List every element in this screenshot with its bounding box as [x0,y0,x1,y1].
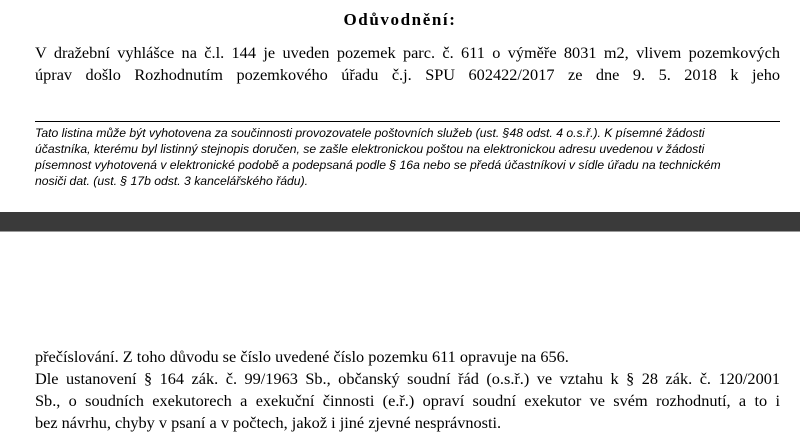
text-line: bez návrhu, chyby v psaní a v počtech, jakož i jiné zjevné nesprávnosti. [35,413,502,432]
reasoning-paragraph-page2 [35,346,780,434]
text-line: úprav došlo Rozhodnutím pozemkového úřadu č.j. SPU 602422/2017 ze dne 9. 5. 2018 k jeho [35,65,780,84]
notice-line: nosiči dat. (ust. § 17b odst. 3 kancelářského řádu). [35,174,309,188]
footer-rule [35,121,780,122]
text-line: Dle ustanovení § 164 zák. č. 99/1963 Sb., občanský soudní řád (o.s.ř.) ve vztahu k § 28 zák. č. 120/2001 [35,369,780,388]
page-break-separator [0,212,800,231]
text-line: V dražební vyhlášce na č.l. 144 je uveden pozemek parc. č. 611 o výměře 8031 m2, vlivem pozemkových [35,43,780,62]
postal-notice-footnote [35,125,780,189]
text-line: přečíslování. Z toho důvodu se číslo uvedené číslo pozemku 611 opravuje na 656. [35,347,569,366]
text-line: Sb., o soudních exekutorech a exekuční činnosti (e.ř.) opraví soudní exekutor ve svém rozhodnutí, a to i [35,391,780,410]
reasoning-paragraph-page1 [35,42,780,86]
section-heading: Odůvodnění: [343,10,457,29]
notice-line: účastníka, kterému byl listinný stejnopis doručen, se zašle elektronickou poštou na elektronickou adresu uvedenou v žádosti [35,142,705,156]
notice-line: Tato listina může být vyhotovena za součinnosti provozovatele poštovních služeb (ust. §48 odst. 4 o.s.ř.). K písemné žádosti [35,126,705,140]
notice-line: písemnost vyhotovená v elektronické podobě a podepsaná podle § 16a nebo se předá účastníkovi v sídle úřadu na technickém [35,158,721,172]
page-break-edge [0,231,800,232]
